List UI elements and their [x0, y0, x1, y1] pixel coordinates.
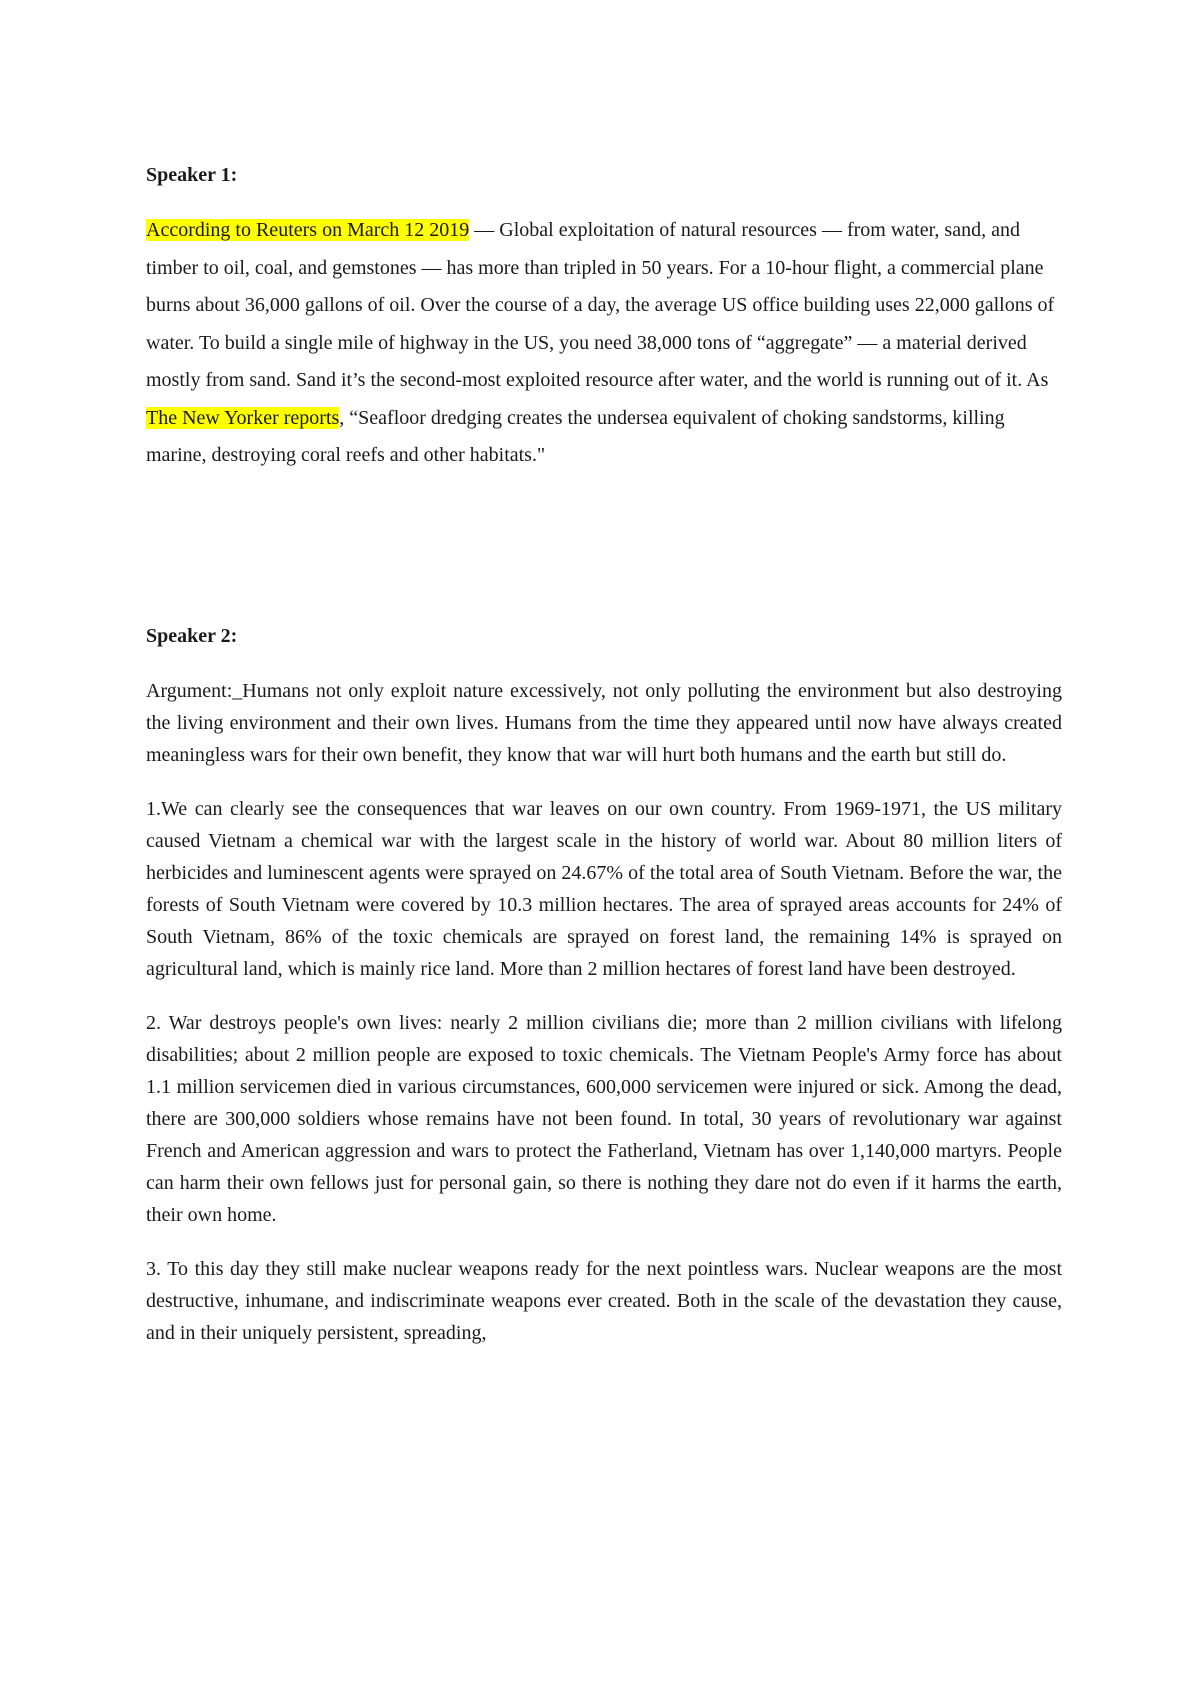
speaker-1-paragraph	[146, 212, 1062, 475]
new-yorker-highlight: The New Yorker reports	[146, 406, 340, 429]
point-1-paragraph: 1.We can clearly see the consequences that war leaves on our own country. From 1969-1971, the US military caused Vietnam a chemical war with the largest scale in the history of world war. About 80 million liters of herbicides and luminescent agents were sprayed on 24.67% of the total area of South Vietnam. Before the war, the forests of South Vietnam were covered by 10.3 million hectares. The area of sprayed areas accounts for 24% of South Vietnam, 86% of the toxic chemicals are sprayed on forest land, the remaining 14% is sprayed on agricultural land, which is mainly rice land. More than 2 million hectares of forest land have been destroyed.	[146, 797, 1062, 980]
speaker-1-text-2: , “Seafloor dredging creates the undersea equivalent of choking sandstorms, killing marine, destroying coral reefs and other habitats."	[146, 406, 1005, 466]
speaker-1-text-1: — Global exploitation of natural resources — from water, sand, and timber to oil, coal, and gemstones — has more than tripled in 50 years. For a 10-hour flight, a commercial plane burns about 36,000 gallons of oil. Over the course of a day, the average US office building uses 22,000 gallons of water. To build a single mile of highway in the US, you need 38,000 tons of “aggregate” — a material derived mostly from sand. Sand it’s the second-most exploited resource after water, and the world is running out of it. As	[146, 219, 1055, 391]
point-2-paragraph: 2. War destroys people's own lives: nearly 2 million civilians die; more than 2 million civilians with lifelong disabilities; about 2 million people are exposed to toxic chemicals. The Vietnam People's Army force has about 1.1 million servicemen died in various circumstances, 600,000 servicemen were injured or sick. Among the dead, there are 300,000 soldiers whose remains have not been found. In total, 30 years of revolutionary war against French and American aggression and wars to protect the Fatherland, Vietnam has over 1,140,000 martyrs. People can harm their own fellows just for personal gain, so there is nothing they dare not do even if it harms the earth, their own home.	[146, 1011, 1062, 1226]
speaker-1-heading: Speaker 1:	[146, 164, 238, 186]
argument-paragraph: Argument:_Humans not only exploit nature excessively, not only polluting the environment but also destroying the living environment and their own lives. Humans from the time they appeared until now have always created meaningless wars for their own benefit, they know that war will hurt both humans and the earth but still do.	[146, 679, 1062, 766]
point-3-paragraph: 3. To this day they still make nuclear weapons ready for the next pointless wars. Nuclear weapons are the most destructive, inhumane, and indiscriminate weapons ever created. Both in the scale of the devastation they cause, and in their uniquely persistent, spreading,	[146, 1257, 1062, 1344]
section-spacer	[146, 475, 1062, 621]
document-page	[146, 160, 1062, 1371]
reuters-highlight: According to Reuters on March 12 2019	[146, 219, 470, 241]
speaker-2-heading: Speaker 2:	[146, 624, 238, 647]
